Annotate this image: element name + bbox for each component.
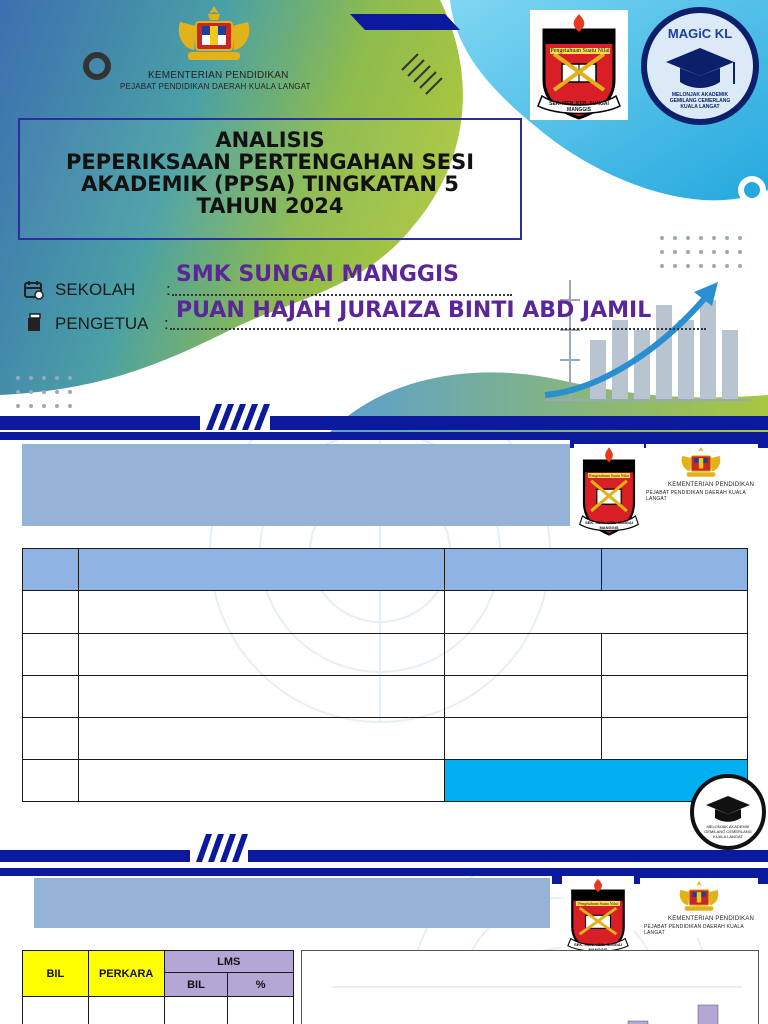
title-line-1: ANALISIS [215,128,325,152]
principal-dotted-line [170,328,706,330]
crest-motto: Pengetahuan Suatu Nilai [576,901,620,906]
ministry-ring-icon [82,51,112,81]
slide2-title-bar [22,444,570,526]
table-cell [164,997,228,1024]
table-cell [78,591,444,634]
magic-kl-badge-icon [686,772,768,852]
slide3-ministry-logo [640,878,758,938]
ministry-name: KEMENTERIAN PENDIDIKAN [668,482,755,488]
crest-motto: Pengetahuan Suatu Nilai [589,473,629,478]
principal-label-colon: : [164,314,169,333]
analysis-slide [0,432,768,864]
table-row [23,591,748,634]
table-cell [78,718,444,760]
school-label-colon: : [166,280,171,299]
table-cell [445,591,748,634]
ministry-name: KEMENTERIAN PENDIDIKAN [668,916,755,922]
magic-kl-slogan: MELONJAK AKADEMIK GEMILANG CEMERLANG KUALA LANGAT [704,824,752,839]
lms-slide [0,868,768,1024]
table-cell [88,997,164,1024]
table-row [23,997,294,1024]
document-icon [25,312,43,332]
principal-name: PUAN HAJAH JURAIZA BINTI ABD JAMIL [176,298,652,323]
calendar-icon [24,280,44,300]
col-bil-header: BIL [23,951,89,997]
chart-bar [698,1005,718,1024]
table-cell [602,718,748,760]
title-line-2: PEPERIKSAAN PERTENGAHAN SESI [65,150,475,174]
ministry-office: PEJABAT PENDIDIKAN DAERAH KUALA LANGAT [120,82,311,91]
table-header-row [23,549,748,591]
table-cell [445,634,602,676]
title-line-4: TAHUN 2024 [196,194,344,218]
table-cell [445,718,602,760]
ministry-office: PEJABAT PENDIDIKAN DAERAH KUALA LANGAT [646,490,746,502]
lms-chart-svg [302,951,760,1024]
coat-of-arms-icon [172,4,256,66]
magic-kl-slogan: MELONJAK AKADEMIK GEMILANG CEMERLANG KUALA LANGAT [669,92,731,110]
col-perkara-header: PERKARA [88,951,164,997]
table-cell [445,676,602,718]
crest-motto: Pengetahuan Suatu Nilai [550,48,610,54]
table-cell [78,676,444,718]
slide3-title-bar [34,878,550,928]
school-name: SMK SUNGAI MANGGIS [176,262,459,287]
table-row [23,634,748,676]
table-cell [78,634,444,676]
lms-header-row [23,951,294,973]
crest-ribbon: SEK. MEN. KEB. SUNGAI MANGGIS [585,520,633,530]
school-crest-logo [530,10,628,120]
magic-kl-title: MAGiC KL [667,26,733,41]
table-cell [23,591,79,634]
table-cell [23,634,79,676]
ministry-office: PEJABAT PENDIDIKAN DAERAH KUALA LANGAT [644,924,744,936]
slide3-school-crest-logo [562,876,634,956]
table-cell [602,634,748,676]
col-lms-header: LMS [164,951,293,973]
header-cell [23,549,79,591]
header-cell [602,549,748,591]
principal-label: PENGETUA [55,314,149,333]
table-cell [78,760,444,802]
table-cell [23,760,79,802]
table-cell [23,676,79,718]
slide2-data-table [22,548,748,802]
lms-chart-area [301,950,759,1024]
report-title-box [18,118,522,240]
slide2-school-crest-logo [574,444,644,536]
crest-ribbon: SEK. MEN. KEB. SUNGAI MANGGIS [549,101,609,113]
lms-table [22,950,294,1024]
table-cell [23,997,89,1024]
table-cell [602,676,748,718]
school-dotted-line [172,294,512,296]
table-cell [228,997,294,1024]
col-lms-pct-header: % [228,973,294,997]
crest-ribbon: SEK. MEN. KEB. SUNGAI [574,942,622,947]
header-cell [445,549,602,591]
table-row [23,760,748,802]
school-label: SEKOLAH [55,280,136,299]
ministry-name: KEMENTERIAN PENDIDIKAN [148,70,289,81]
header-cell [78,549,444,591]
table-cell [23,718,79,760]
table-row [23,718,748,760]
table-row [23,676,748,718]
col-lms-bil-header: BIL [164,973,228,997]
cover-slide [0,0,768,432]
coat-of-arms-icon [678,446,724,480]
title-line-3: AKADEMIK (PPSA) TINGKATAN 5 [81,172,459,196]
slide2-ministry-logo [646,444,758,506]
coat-of-arms-icon [676,880,722,914]
